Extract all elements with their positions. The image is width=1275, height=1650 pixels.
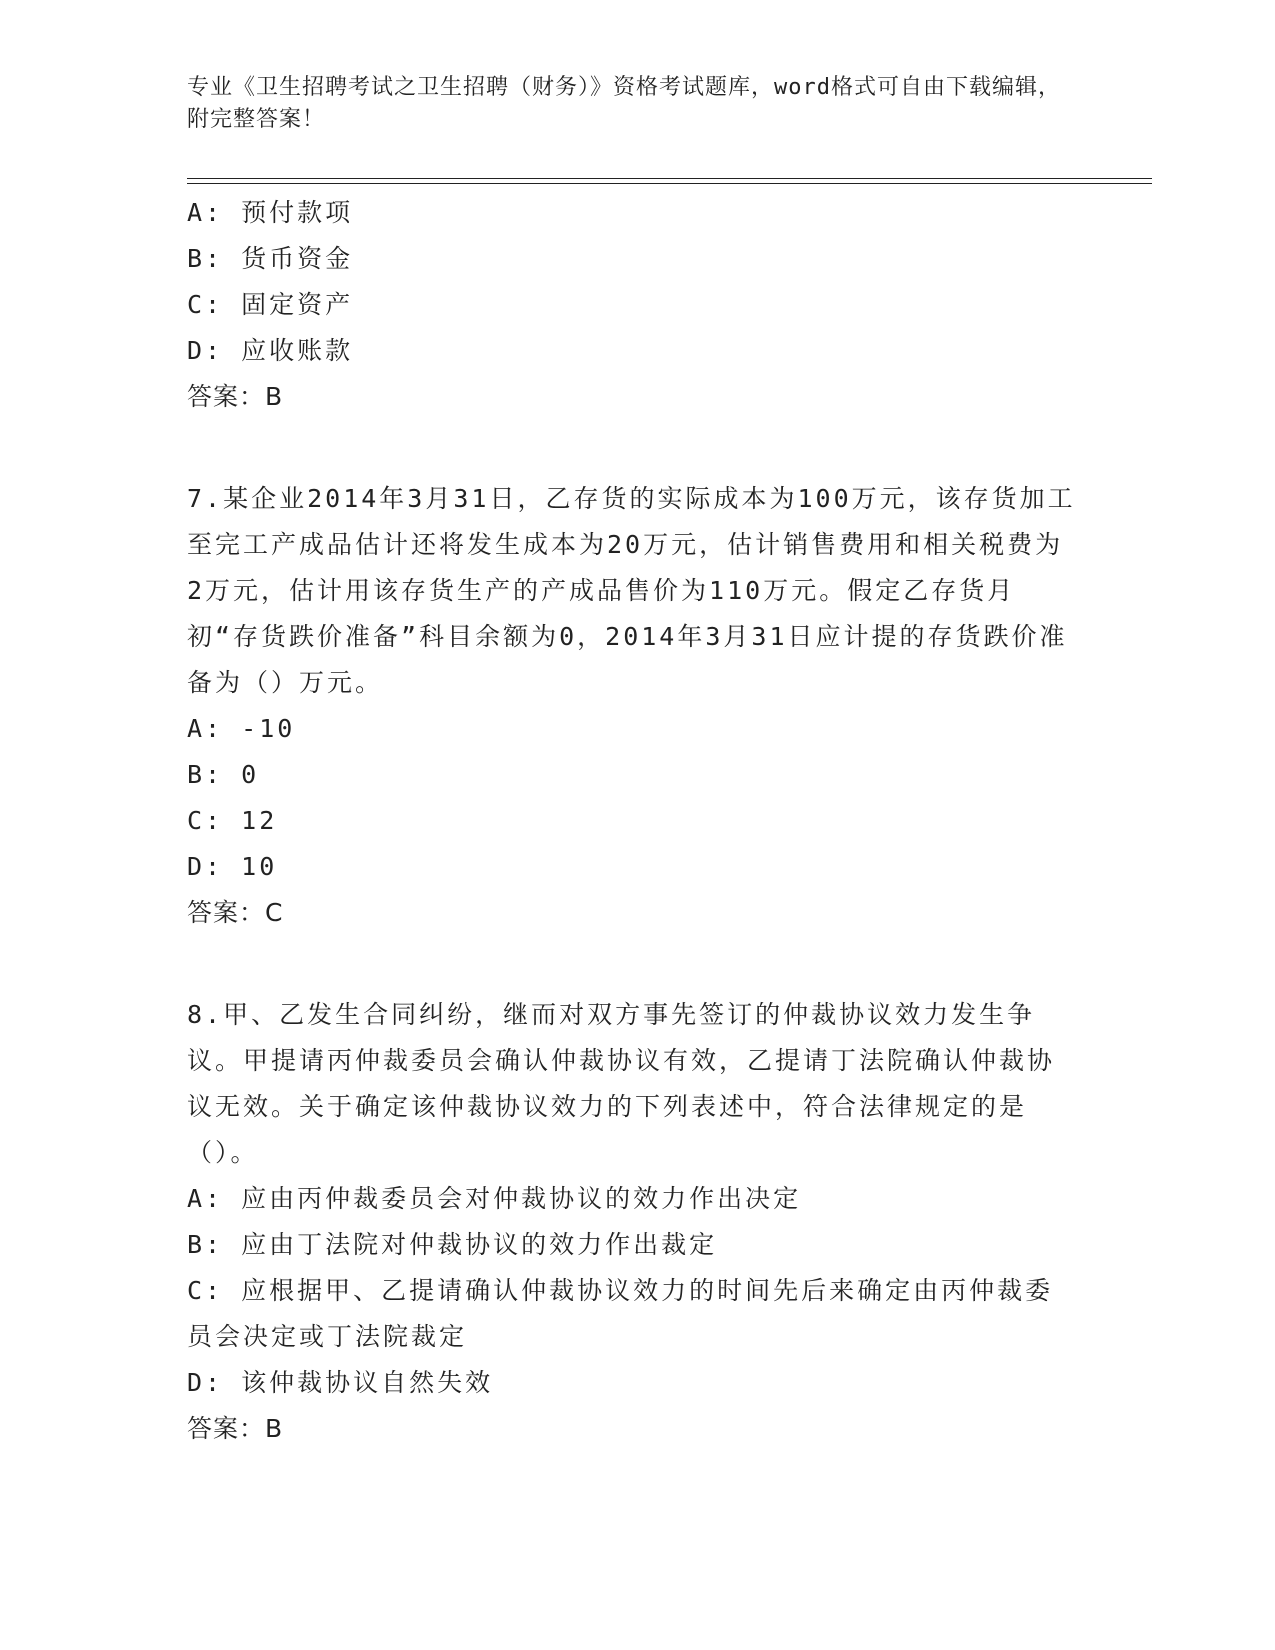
question-6-answer: 答案：B — [187, 382, 284, 411]
question-8-option-c: C: 应根据甲、乙提请确认仲裁协议效力的时间先后来确定由丙仲裁委员会决定或丁法院裁定 — [187, 1276, 1054, 1351]
question-8-option-d: D: 该仲裁协议自然失效 — [187, 1368, 494, 1397]
document-header: 专业《卫生招聘考试之卫生招聘（财务）》资格考试题库，word格式可自由下载编辑，附完整答案！ — [187, 75, 1061, 132]
question-8-option-b: B: 应由丁法院对仲裁协议的效力作出裁定 — [187, 1230, 718, 1259]
question-7-option-d: D: 10 — [187, 852, 278, 881]
question-7-option-a: A: -10 — [187, 714, 296, 743]
question-8-stem: 8.甲、乙发生合同纠纷，继而对双方事先签订的仲裁协议效力发生争议。甲提请丙仲裁委员会确认仲裁协议有效，乙提请丁法院确认仲裁协议无效。关于确定该仲裁协议效力的下列表述中，符合法律规定的是（）。 — [187, 1000, 1056, 1167]
question-6-option-b: B: 货币资金 — [187, 244, 354, 273]
question-7-stem: 7.某企业2014年3月31日，乙存货的实际成本为100万元，该存货加工至完工产成品估计还将发生成本为20万元，估计销售费用和相关税费为2万元，估计用该存货生产的产成品售价为110万元。假定乙存货月初“存货跌价准备”科目余额为0，2014年3月31日应计提的存货跌价准备为（）万元。 — [187, 484, 1076, 697]
question-8-option-a: A: 应由丙仲裁委员会对仲裁协议的效力作出决定 — [187, 1184, 802, 1213]
question-7-option-b: B: 0 — [187, 760, 260, 789]
question-7 — [187, 476, 1077, 936]
header-divider-top — [187, 178, 1152, 179]
question-8 — [187, 992, 1077, 1452]
question-7-option-c: C: 12 — [187, 806, 278, 835]
spacer — [187, 420, 1077, 476]
document-body — [187, 190, 1077, 1452]
question-6-option-a: A: 预付款项 — [187, 198, 354, 227]
question-6-option-c: C: 固定资产 — [187, 290, 354, 319]
header-divider-bottom — [187, 183, 1152, 184]
question-7-answer: 答案：C — [187, 898, 284, 927]
question-8-answer: 答案：B — [187, 1414, 284, 1443]
question-6 — [187, 190, 1077, 420]
spacer — [187, 936, 1077, 992]
question-6-option-d: D: 应收账款 — [187, 336, 354, 365]
